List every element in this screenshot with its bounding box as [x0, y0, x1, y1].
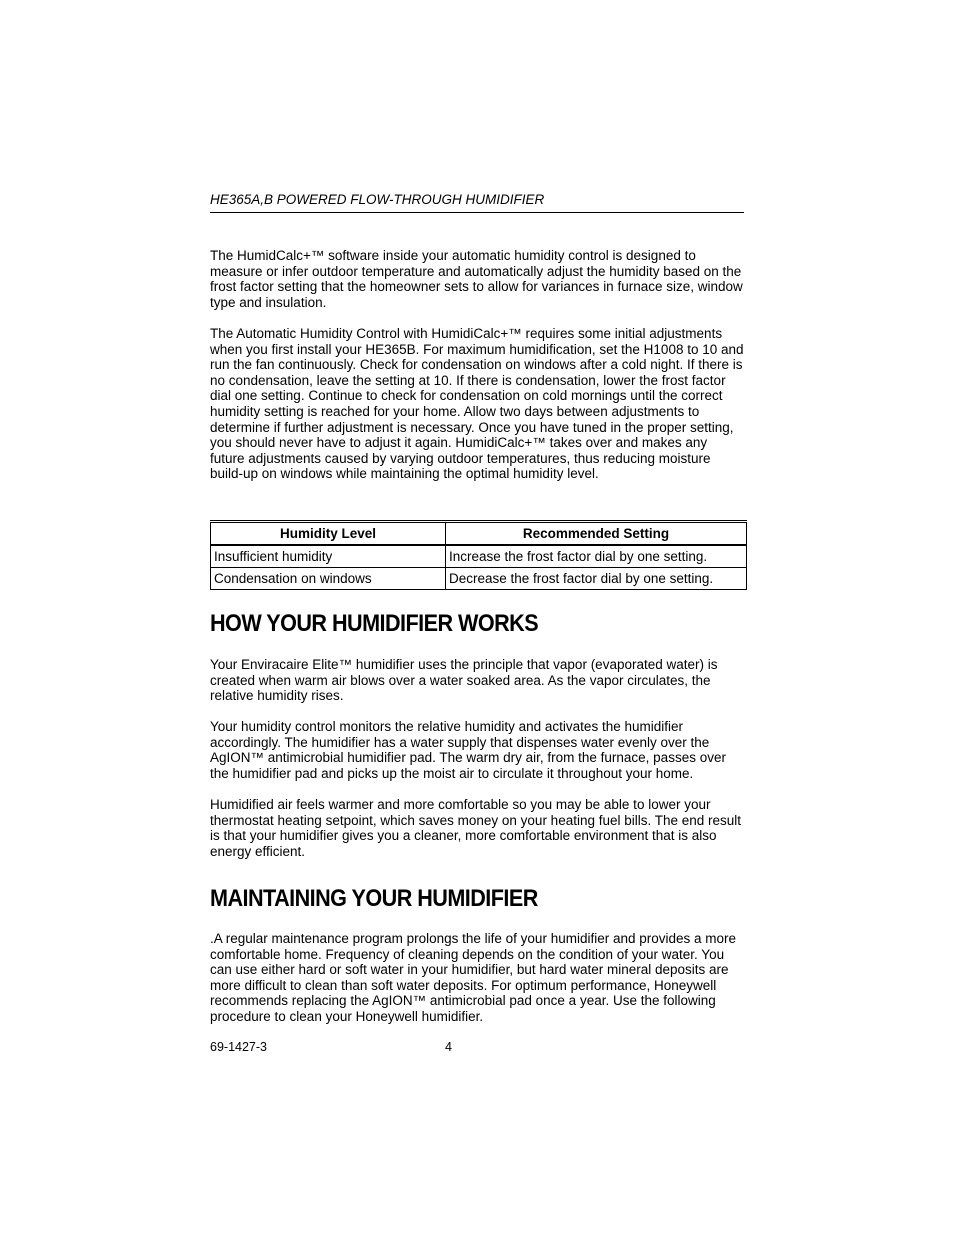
column-header-humidity-level: Humidity Level — [211, 522, 446, 546]
column-header-recommended-setting: Recommended Setting — [446, 522, 747, 546]
table-cell: Insufficient humidity — [211, 545, 446, 568]
section-heading-how-it-works: HOW YOUR HUMIDIFIER WORKS — [210, 610, 539, 637]
intro-paragraph-1: The HumidCalc+™ software inside your automatic humidity control is designed to measure or infer outdoor temperature and automatically adjust the humidity based on the frost factor setting that the homeowner sets to allow for variances in furnace size, window type and insulation. — [210, 248, 743, 310]
running-header: HE365A,B POWERED FLOW-THROUGH HUMIDIFIER — [210, 192, 744, 213]
how-paragraph-1: Your Enviracaire Elite™ humidifier uses the principle that vapor (evaporated water) is created when warm air blows over a water soaked area. As the vapor circulates, the relative humidity rises. — [210, 657, 718, 704]
how-paragraph-3: Humidified air feels warmer and more comfortable so you may be able to lower your thermostat heating setpoint, which saves money on your heating fuel bills. The end result is that your humidifier gives you a cleaner, more comfortable environment that is also energy efficient. — [210, 797, 742, 859]
maintain-paragraph-1: .A regular maintenance program prolongs the life of your humidifier and provides a more comfortable home. Frequency of cleaning depends on the condition of your water. You can use either hard or soft water in your humidifier, but hard water mineral deposits are more difficult to clean than soft water deposits. For optimum performance, Honeywell recommends replacing the AgION™ antimicrobial pad once a year. Use the following procedure to clean your Honeywell humidifier. — [210, 931, 737, 1024]
table-cell: Condensation on windows — [211, 568, 446, 590]
intro-paragraph-2: The Automatic Humidity Control with HumidiCalc+™ requires some initial adjustments when you first install your HE365B. For maximum humidification, set the H1008 to 10 and run the fan continuously. Check for condensation on windows after a cold night. If there is no condensation, leave the setting at 10. If there is condensation, lower the frost factor dial one setting. Continue to check for condensation on cold mornings until the correct humidity setting is reached for your home. Allow two days between adjustments to determine if further adjustment is necessary. Once you have tuned in the proper setting, you should never have to adjust it again. HumidiCalc+™ takes over and makes any future adjustments caused by varying outdoor temperatures, thus reducing moisture build-up on windows while maintaining the optimal humidity level. — [210, 326, 744, 482]
section-heading-maintaining: MAINTAINING YOUR HUMIDIFIER — [210, 885, 538, 912]
humidity-settings-table — [210, 520, 747, 590]
page-number: 4 — [445, 1040, 452, 1054]
table-row — [211, 545, 747, 568]
table-cell: Decrease the frost factor dial by one setting. — [446, 568, 747, 590]
how-paragraph-2: Your humidity control monitors the relative humidity and activates the humidifier accordingly. The humidifier has a water supply that dispenses water evenly over the AgION™ antimicrobial humidifier pad. The warm dry air, from the furnace, passes over the humidifier pad and picks up the moist air to circulate it throughout your home. — [210, 719, 726, 781]
document-number: 69-1427-3 — [210, 1040, 267, 1054]
table-row — [211, 568, 747, 590]
table-header-row — [211, 522, 747, 546]
table-cell: Increase the frost factor dial by one setting. — [446, 545, 747, 568]
